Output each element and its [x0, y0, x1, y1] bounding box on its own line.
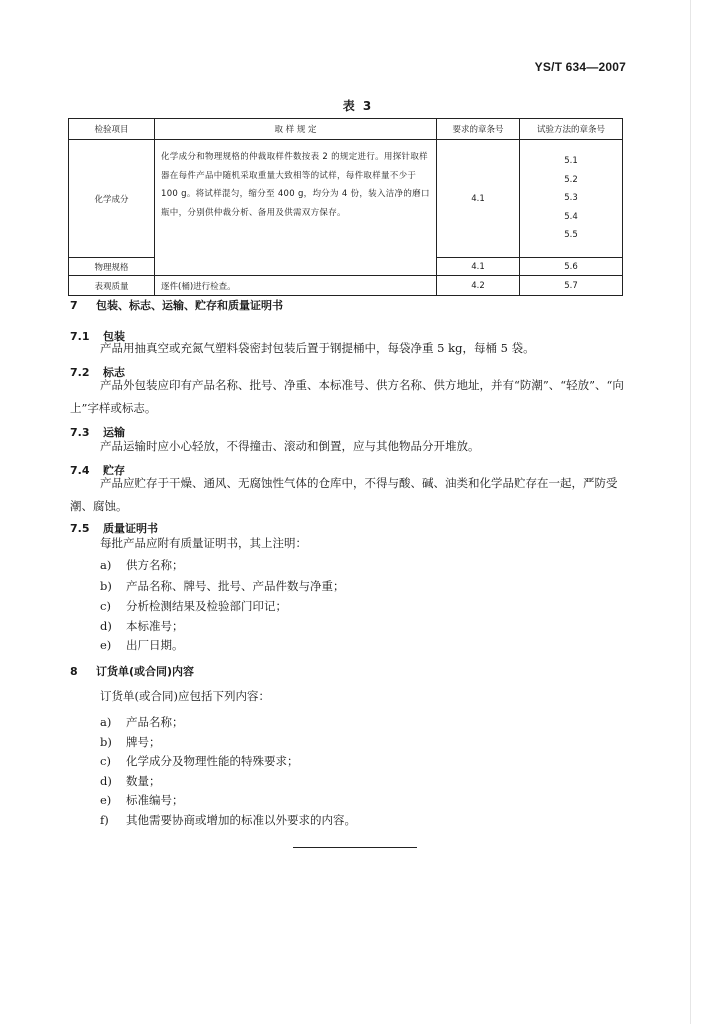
cell-item: 表观质量	[69, 276, 155, 296]
list-label: d)	[100, 774, 112, 788]
list-label: a)	[100, 715, 112, 729]
list-item	[100, 714, 184, 730]
list-text: 牌号；	[126, 735, 161, 749]
list-label: e)	[100, 638, 112, 652]
cell-item: 物理规格	[69, 258, 155, 276]
cell-item: 化学成分	[69, 140, 155, 258]
table-3	[68, 118, 623, 296]
list-text: 产品名称；	[126, 715, 184, 729]
table-row	[69, 140, 623, 258]
list-text: 本标准号；	[126, 619, 184, 633]
subsection-title: 贮存	[103, 464, 125, 477]
section-number: 8	[70, 665, 78, 678]
cell-method: 逐件(桶)进行检查。	[155, 276, 437, 296]
list-text: 其他需要协商或增加的标准以外要求的内容。	[126, 813, 356, 827]
subsection-title: 运输	[103, 426, 125, 439]
list-item	[100, 637, 184, 653]
list-item	[100, 598, 287, 614]
list-label: c)	[100, 599, 111, 613]
list-item	[100, 734, 161, 750]
cell-tests	[520, 140, 623, 258]
test-ref: 5.1	[564, 156, 578, 167]
header-test: 试验方法的章条号	[520, 119, 623, 140]
section-7-1-text: 产品用抽真空或充氮气塑料袋密封包装后置于钢提桶中，每袋净重 5 kg，每桶 5 袋。	[100, 341, 535, 355]
list-text: 出厂日期。	[126, 638, 184, 652]
cell-method	[155, 140, 437, 276]
list-label: e)	[100, 793, 112, 807]
section-7-heading	[70, 297, 283, 313]
header-method: 取 样 规 定	[155, 119, 437, 140]
section-7-5-text: 每批产品应附有质量证明书，其上注明：	[100, 536, 307, 550]
section-7-2-text: 产品外包装应印有产品名称、批号、净重、本标准号、供方名称、供方地址，并有“防潮”、“轻放”、“向上”字样或标志。	[70, 378, 624, 415]
list-item	[100, 557, 184, 573]
list-item	[100, 618, 184, 634]
method-text: 化学成分和物理规格的仲裁取样件数按表 2 的规定进行。用探针取样器在每件产品中随机采取重量大致相等的试样，每件取样量不少于 100 g。将试样混匀，缩分至 400 g，均分为 4 份，装入洁净的磨口瓶中，分别供仲裁分析、备用及供需双方保存。	[161, 152, 430, 218]
subsection-number: 7.5	[70, 522, 90, 535]
test-ref: 5.3	[564, 193, 578, 204]
cell-req: 4.1	[437, 140, 520, 258]
list-text: 产品名称、牌号、批号、产品件数与净重；	[126, 579, 345, 593]
list-label: f)	[100, 813, 109, 827]
list-text: 标准编号；	[126, 793, 184, 807]
list-item	[100, 812, 356, 828]
list-label: c)	[100, 754, 111, 768]
section-title: 订货单(或合同)内容	[96, 665, 195, 678]
end-rule	[293, 847, 417, 848]
list-label: b)	[100, 735, 112, 749]
standard-code: YS/T 634—2007	[534, 60, 626, 74]
table-row	[69, 276, 623, 296]
list-item	[100, 773, 161, 789]
list-text: 数量；	[126, 774, 161, 788]
subsection-title: 包装	[103, 330, 125, 343]
test-ref: 5.5	[564, 230, 578, 241]
section-7-3-text: 产品运输时应小心轻放，不得撞击、滚动和倒置，应与其他物品分开堆放。	[100, 439, 480, 453]
section-title: 包装、标志、运输、贮存和质量证明书	[96, 299, 283, 312]
page-edge-shadow	[690, 0, 691, 1024]
table-title: 表 3	[342, 99, 374, 113]
test-ref: 5.2	[564, 174, 578, 185]
subsection-number: 7.3	[70, 426, 90, 439]
header-item: 检验项目	[69, 119, 155, 140]
test-ref: 5.4	[564, 211, 578, 222]
list-label: a)	[100, 558, 112, 572]
subsection-title: 标志	[103, 366, 125, 379]
section-number: 7	[70, 299, 78, 312]
section-8-text: 订货单(或合同)应包括下列内容：	[100, 689, 270, 703]
cell-test: 5.7	[520, 276, 623, 296]
section-8-heading	[70, 663, 194, 679]
list-text: 化学成分及物理性能的特殊要求；	[126, 754, 299, 768]
list-item	[100, 578, 345, 594]
cell-req: 4.1	[437, 258, 520, 276]
table-header-row	[69, 119, 623, 140]
header-req: 要求的章条号	[437, 119, 520, 140]
list-label: b)	[100, 579, 112, 593]
list-text: 分析检测结果及检验部门印记；	[126, 599, 287, 613]
subsection-number: 7.1	[70, 330, 90, 343]
list-label: d)	[100, 619, 112, 633]
subsection-number: 7.2	[70, 366, 90, 379]
section-7-4-text: 产品应贮存于干燥、通风、无腐蚀性气体的仓库中，不得与酸、碱、油类和化学品贮存在一起，严防受潮、腐蚀。	[70, 476, 618, 513]
list-text: 供方名称；	[126, 558, 184, 572]
subsection-number: 7.4	[70, 464, 90, 477]
list-item	[100, 792, 184, 808]
list-item	[100, 753, 299, 769]
cell-req: 4.2	[437, 276, 520, 296]
subsection-title: 质量证明书	[103, 522, 158, 535]
cell-test: 5.6	[520, 258, 623, 276]
